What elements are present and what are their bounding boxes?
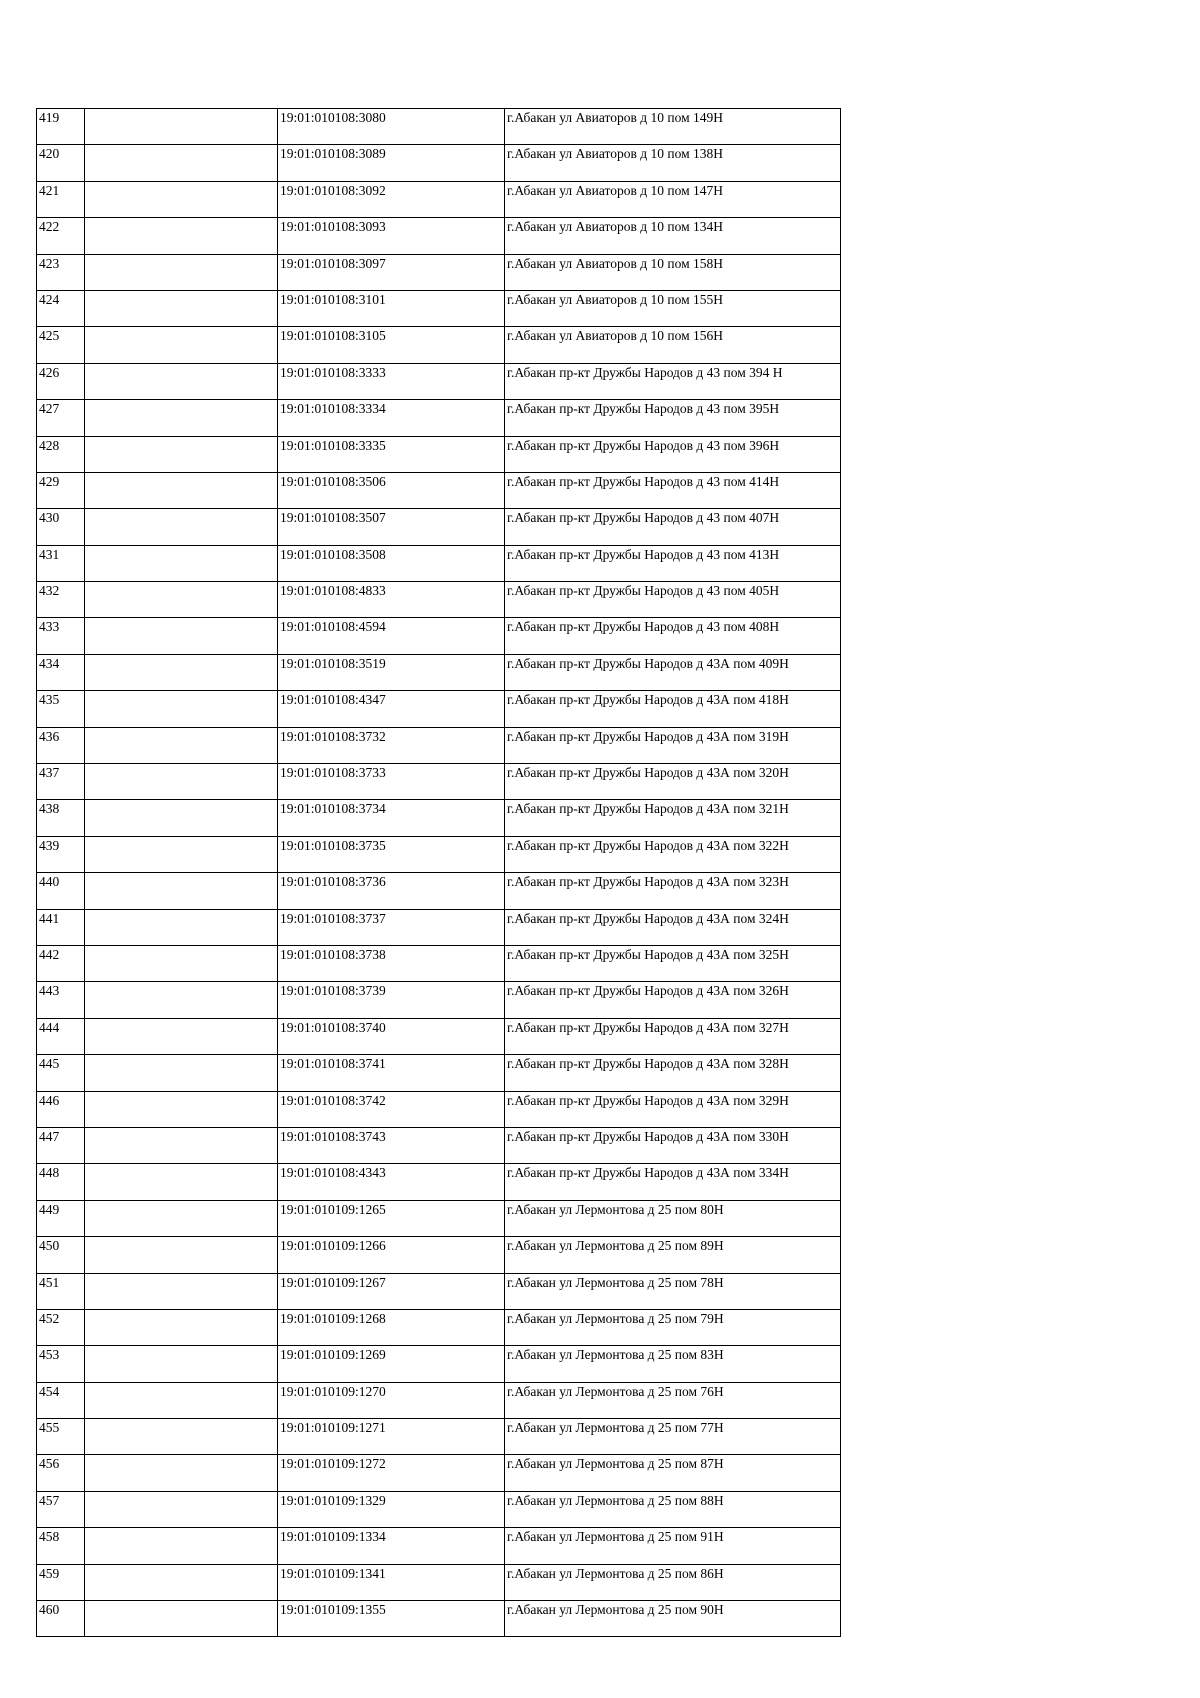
empty-cell (85, 945, 278, 981)
row-number-cell: 424 (37, 290, 85, 326)
cadastral-number-cell: 19:01:010108:3734 (278, 800, 505, 836)
table-row (37, 691, 841, 727)
table-row (37, 982, 841, 1018)
row-number-cell: 453 (37, 1346, 85, 1382)
empty-cell (85, 1528, 278, 1564)
address-cell: г.Абакан ул Лермонтова д 25 пом 79Н (505, 1309, 841, 1345)
table-row (37, 582, 841, 618)
address-cell: г.Абакан пр-кт Дружбы Народов д 43А пом 418Н (505, 691, 841, 727)
table-row (37, 1164, 841, 1200)
row-number-cell: 457 (37, 1491, 85, 1527)
table-row (37, 618, 841, 654)
table-row (37, 873, 841, 909)
row-number-cell: 442 (37, 945, 85, 981)
cadastral-number-cell: 19:01:010108:3742 (278, 1091, 505, 1127)
row-number-cell: 438 (37, 800, 85, 836)
row-number-cell: 433 (37, 618, 85, 654)
cadastral-number-cell: 19:01:010108:3335 (278, 436, 505, 472)
row-number-cell: 455 (37, 1419, 85, 1455)
row-number-cell: 435 (37, 691, 85, 727)
row-number-cell: 437 (37, 764, 85, 800)
row-number-cell: 458 (37, 1528, 85, 1564)
table-row (37, 363, 841, 399)
cadastral-number-cell: 19:01:010109:1334 (278, 1528, 505, 1564)
empty-cell (85, 1601, 278, 1637)
table-row (37, 800, 841, 836)
address-cell: г.Абакан пр-кт Дружбы Народов д 43 пом 396Н (505, 436, 841, 472)
address-cell: г.Абакан пр-кт Дружбы Народов д 43А пом 325Н (505, 945, 841, 981)
empty-cell (85, 1419, 278, 1455)
cadastral-number-cell: 19:01:010108:3519 (278, 654, 505, 690)
cadastral-number-cell: 19:01:010108:3333 (278, 363, 505, 399)
table-row (37, 327, 841, 363)
empty-cell (85, 618, 278, 654)
table-row (37, 654, 841, 690)
table-row (37, 290, 841, 326)
address-cell: г.Абакан пр-кт Дружбы Народов д 43 пом 407Н (505, 509, 841, 545)
row-number-cell: 439 (37, 836, 85, 872)
address-cell: г.Абакан пр-кт Дружбы Народов д 43А пом 327Н (505, 1018, 841, 1054)
table-row (37, 436, 841, 472)
empty-cell (85, 1055, 278, 1091)
cadastral-number-cell: 19:01:010109:1268 (278, 1309, 505, 1345)
table-row (37, 1601, 841, 1637)
address-cell: г.Абакан ул Лермонтова д 25 пом 87Н (505, 1455, 841, 1491)
cadastral-number-cell: 19:01:010108:3089 (278, 145, 505, 181)
row-number-cell: 451 (37, 1273, 85, 1309)
empty-cell (85, 472, 278, 508)
table-row (37, 764, 841, 800)
address-cell: г.Абакан ул Лермонтова д 25 пом 88Н (505, 1491, 841, 1527)
empty-cell (85, 800, 278, 836)
cadastral-number-cell: 19:01:010108:3743 (278, 1127, 505, 1163)
empty-cell (85, 1164, 278, 1200)
table-row (37, 181, 841, 217)
empty-cell (85, 1564, 278, 1600)
row-number-cell: 454 (37, 1382, 85, 1418)
empty-cell (85, 218, 278, 254)
cadastral-number-cell: 19:01:010108:3334 (278, 400, 505, 436)
address-cell: г.Абакан пр-кт Дружбы Народов д 43А пом 322Н (505, 836, 841, 872)
address-cell: г.Абакан ул Лермонтова д 25 пом 78Н (505, 1273, 841, 1309)
empty-cell (85, 1455, 278, 1491)
address-cell: г.Абакан ул Лермонтова д 25 пом 91Н (505, 1528, 841, 1564)
empty-cell (85, 509, 278, 545)
address-cell: г.Абакан пр-кт Дружбы Народов д 43А пом 409Н (505, 654, 841, 690)
empty-cell (85, 727, 278, 763)
cadastral-number-cell: 19:01:010108:3101 (278, 290, 505, 326)
cadastral-number-cell: 19:01:010108:4347 (278, 691, 505, 727)
address-cell: г.Абакан пр-кт Дружбы Народов д 43 пом 394 Н (505, 363, 841, 399)
table-row (37, 109, 841, 145)
cadastral-number-cell: 19:01:010108:4343 (278, 1164, 505, 1200)
row-number-cell: 444 (37, 1018, 85, 1054)
address-cell: г.Абакан ул Авиаторов д 10 пом 147Н (505, 181, 841, 217)
cadastral-number-cell: 19:01:010108:3506 (278, 472, 505, 508)
row-number-cell: 449 (37, 1200, 85, 1236)
cadastral-number-cell: 19:01:010109:1341 (278, 1564, 505, 1600)
row-number-cell: 434 (37, 654, 85, 690)
row-number-cell: 432 (37, 582, 85, 618)
address-cell: г.Абакан ул Авиаторов д 10 пом 158Н (505, 254, 841, 290)
address-cell: г.Абакан ул Авиаторов д 10 пом 134Н (505, 218, 841, 254)
empty-cell (85, 363, 278, 399)
empty-cell (85, 691, 278, 727)
empty-cell (85, 290, 278, 326)
address-cell: г.Абакан пр-кт Дружбы Народов д 43А пом 324Н (505, 909, 841, 945)
empty-cell (85, 909, 278, 945)
row-number-cell: 459 (37, 1564, 85, 1600)
row-number-cell: 446 (37, 1091, 85, 1127)
empty-cell (85, 1309, 278, 1345)
table-row (37, 1018, 841, 1054)
address-cell: г.Абакан ул Авиаторов д 10 пом 149Н (505, 109, 841, 145)
row-number-cell: 430 (37, 509, 85, 545)
row-number-cell: 450 (37, 1237, 85, 1273)
table-row (37, 1346, 841, 1382)
address-cell: г.Абакан ул Авиаторов д 10 пом 155Н (505, 290, 841, 326)
row-number-cell: 423 (37, 254, 85, 290)
cadastral-number-cell: 19:01:010109:1269 (278, 1346, 505, 1382)
table-row (37, 1309, 841, 1345)
row-number-cell: 440 (37, 873, 85, 909)
address-cell: г.Абакан пр-кт Дружбы Народов д 43 пом 405Н (505, 582, 841, 618)
cadastral-number-cell: 19:01:010108:3733 (278, 764, 505, 800)
cadastral-number-cell: 19:01:010108:3105 (278, 327, 505, 363)
address-cell: г.Абакан пр-кт Дружбы Народов д 43А пом 334Н (505, 1164, 841, 1200)
address-cell: г.Абакан пр-кт Дружбы Народов д 43 пом 414Н (505, 472, 841, 508)
cadastral-number-cell: 19:01:010108:3508 (278, 545, 505, 581)
table-row (37, 1382, 841, 1418)
table-row (37, 1127, 841, 1163)
empty-cell (85, 654, 278, 690)
row-number-cell: 419 (37, 109, 85, 145)
empty-cell (85, 836, 278, 872)
address-cell: г.Абакан пр-кт Дружбы Народов д 43А пом 326Н (505, 982, 841, 1018)
empty-cell (85, 1200, 278, 1236)
cadastral-number-cell: 19:01:010108:3507 (278, 509, 505, 545)
cadastral-number-cell: 19:01:010108:4833 (278, 582, 505, 618)
table-row (37, 945, 841, 981)
table-row (37, 1491, 841, 1527)
empty-cell (85, 582, 278, 618)
table-row (37, 836, 841, 872)
cadastral-number-cell: 19:01:010108:3736 (278, 873, 505, 909)
row-number-cell: 428 (37, 436, 85, 472)
row-number-cell: 436 (37, 727, 85, 763)
table-row (37, 400, 841, 436)
row-number-cell: 441 (37, 909, 85, 945)
table-row (37, 1419, 841, 1455)
row-number-cell: 427 (37, 400, 85, 436)
cadastral-number-cell: 19:01:010109:1267 (278, 1273, 505, 1309)
row-number-cell: 421 (37, 181, 85, 217)
address-cell: г.Абакан пр-кт Дружбы Народов д 43 пом 413Н (505, 545, 841, 581)
row-number-cell: 443 (37, 982, 85, 1018)
empty-cell (85, 1273, 278, 1309)
table-row (37, 145, 841, 181)
empty-cell (85, 1237, 278, 1273)
table-row (37, 472, 841, 508)
address-cell: г.Абакан ул Лермонтова д 25 пом 89Н (505, 1237, 841, 1273)
table-row (37, 1055, 841, 1091)
empty-cell (85, 1018, 278, 1054)
cadastral-number-cell: 19:01:010108:3080 (278, 109, 505, 145)
address-cell: г.Абакан ул Лермонтова д 25 пом 86Н (505, 1564, 841, 1600)
cadastral-number-cell: 19:01:010108:4594 (278, 618, 505, 654)
address-cell: г.Абакан ул Лермонтова д 25 пом 90Н (505, 1601, 841, 1637)
row-number-cell: 460 (37, 1601, 85, 1637)
empty-cell (85, 1382, 278, 1418)
empty-cell (85, 1127, 278, 1163)
table-row (37, 545, 841, 581)
cadastral-number-cell: 19:01:010109:1266 (278, 1237, 505, 1273)
table-row (37, 1528, 841, 1564)
cadastral-number-cell: 19:01:010108:3092 (278, 181, 505, 217)
address-cell: г.Абакан пр-кт Дружбы Народов д 43 пом 408Н (505, 618, 841, 654)
empty-cell (85, 327, 278, 363)
cadastral-number-cell: 19:01:010108:3738 (278, 945, 505, 981)
address-cell: г.Абакан пр-кт Дружбы Народов д 43А пом 323Н (505, 873, 841, 909)
cadastral-number-cell: 19:01:010108:3097 (278, 254, 505, 290)
cadastral-number-cell: 19:01:010108:3739 (278, 982, 505, 1018)
address-cell: г.Абакан пр-кт Дружбы Народов д 43А пом 330Н (505, 1127, 841, 1163)
row-number-cell: 429 (37, 472, 85, 508)
address-cell: г.Абакан ул Авиаторов д 10 пом 156Н (505, 327, 841, 363)
property-table (36, 108, 841, 1637)
address-cell: г.Абакан пр-кт Дружбы Народов д 43А пом 328Н (505, 1055, 841, 1091)
table-row (37, 1273, 841, 1309)
table-row (37, 1564, 841, 1600)
cadastral-number-cell: 19:01:010108:3737 (278, 909, 505, 945)
empty-cell (85, 109, 278, 145)
table-row (37, 1200, 841, 1236)
cadastral-number-cell: 19:01:010109:1271 (278, 1419, 505, 1455)
address-cell: г.Абакан ул Лермонтова д 25 пом 76Н (505, 1382, 841, 1418)
table-row (37, 1091, 841, 1127)
cadastral-number-cell: 19:01:010109:1265 (278, 1200, 505, 1236)
table-row (37, 218, 841, 254)
row-number-cell: 452 (37, 1309, 85, 1345)
address-cell: г.Абакан пр-кт Дружбы Народов д 43А пом 320Н (505, 764, 841, 800)
cadastral-number-cell: 19:01:010109:1270 (278, 1382, 505, 1418)
cadastral-number-cell: 19:01:010109:1329 (278, 1491, 505, 1527)
table-row (37, 1237, 841, 1273)
cadastral-number-cell: 19:01:010109:1355 (278, 1601, 505, 1637)
table-row (37, 727, 841, 763)
empty-cell (85, 254, 278, 290)
empty-cell (85, 545, 278, 581)
empty-cell (85, 181, 278, 217)
row-number-cell: 448 (37, 1164, 85, 1200)
empty-cell (85, 982, 278, 1018)
cadastral-number-cell: 19:01:010108:3732 (278, 727, 505, 763)
address-cell: г.Абакан пр-кт Дружбы Народов д 43А пом 321Н (505, 800, 841, 836)
empty-cell (85, 764, 278, 800)
row-number-cell: 425 (37, 327, 85, 363)
cadastral-number-cell: 19:01:010109:1272 (278, 1455, 505, 1491)
row-number-cell: 426 (37, 363, 85, 399)
cadastral-number-cell: 19:01:010108:3740 (278, 1018, 505, 1054)
row-number-cell: 445 (37, 1055, 85, 1091)
property-table-body (37, 109, 841, 1637)
row-number-cell: 447 (37, 1127, 85, 1163)
row-number-cell: 456 (37, 1455, 85, 1491)
empty-cell (85, 436, 278, 472)
table-row (37, 909, 841, 945)
cadastral-number-cell: 19:01:010108:3093 (278, 218, 505, 254)
address-cell: г.Абакан пр-кт Дружбы Народов д 43А пом 329Н (505, 1091, 841, 1127)
empty-cell (85, 1091, 278, 1127)
address-cell: г.Абакан пр-кт Дружбы Народов д 43 пом 395Н (505, 400, 841, 436)
address-cell: г.Абакан ул Лермонтова д 25 пом 77Н (505, 1419, 841, 1455)
empty-cell (85, 873, 278, 909)
address-cell: г.Абакан ул Авиаторов д 10 пом 138Н (505, 145, 841, 181)
empty-cell (85, 145, 278, 181)
table-row (37, 1455, 841, 1491)
cadastral-number-cell: 19:01:010108:3741 (278, 1055, 505, 1091)
empty-cell (85, 1491, 278, 1527)
table-row (37, 254, 841, 290)
cadastral-number-cell: 19:01:010108:3735 (278, 836, 505, 872)
empty-cell (85, 400, 278, 436)
address-cell: г.Абакан ул Лермонтова д 25 пом 80Н (505, 1200, 841, 1236)
row-number-cell: 420 (37, 145, 85, 181)
empty-cell (85, 1346, 278, 1382)
row-number-cell: 422 (37, 218, 85, 254)
row-number-cell: 431 (37, 545, 85, 581)
address-cell: г.Абакан пр-кт Дружбы Народов д 43А пом 319Н (505, 727, 841, 763)
table-row (37, 509, 841, 545)
address-cell: г.Абакан ул Лермонтова д 25 пом 83Н (505, 1346, 841, 1382)
